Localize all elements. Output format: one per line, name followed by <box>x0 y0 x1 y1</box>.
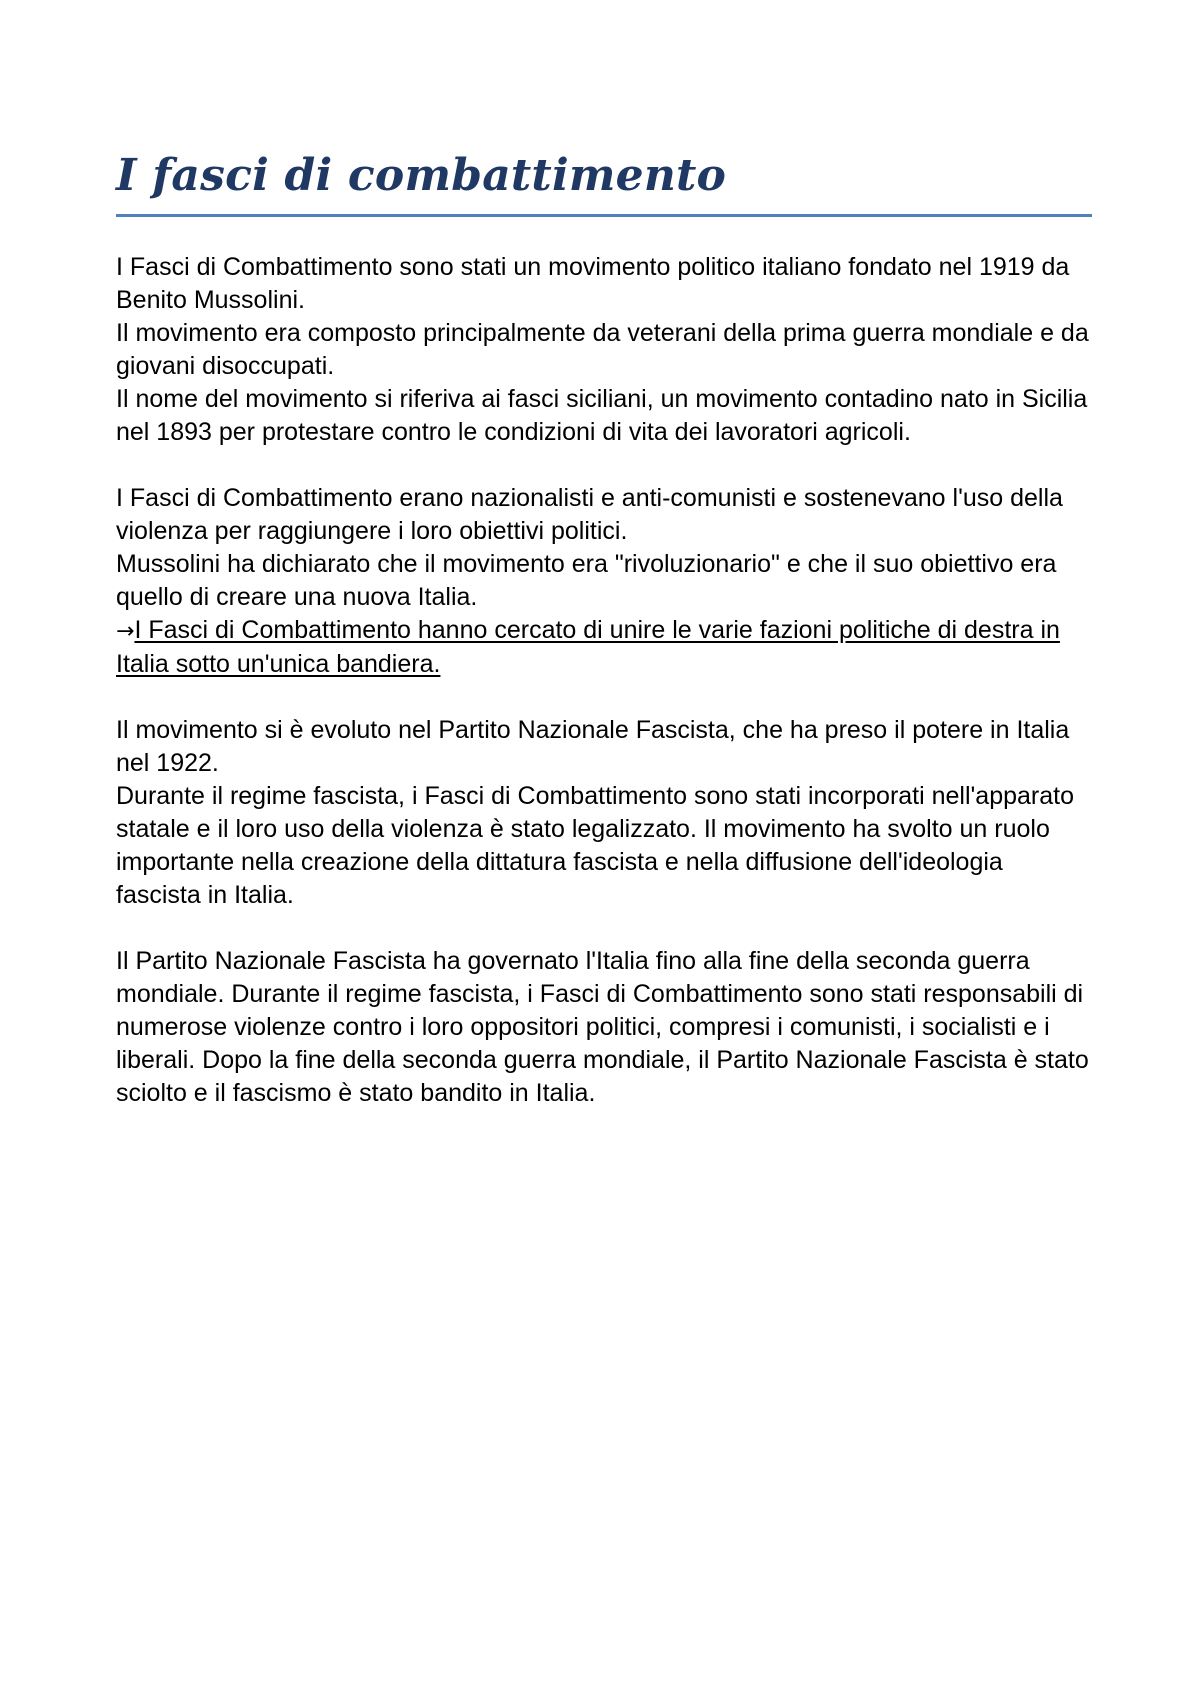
paragraph-unification <box>116 614 1092 681</box>
paragraph-mussolini-claim: Mussolini ha dichiarato che il movimento era "rivoluzionario" e che il suo obiettivo era quello di creare una nuova Italia. <box>116 550 1057 611</box>
title-divider <box>116 214 1092 217</box>
document-page <box>116 148 1092 1110</box>
underlined-statement: I Fasci di Combattimento hanno cercato di unire le varie fazioni politiche di destra in Italia sotto un'unica bandiera. <box>116 616 1060 678</box>
paragraph-evolution: Il movimento si è evoluto nel Partito Nazionale Fascista, che ha preso il potere in Italia nel 1922. <box>116 716 1070 777</box>
paragraph-regime: Durante il regime fascista, i Fasci di Combattimento sono stati incorporati nell'apparato statale e il loro uso della violenza è stato legalizzato. Il movimento ha svolto un ruolo importante nella creazione della dittatura fascista e nella diffusione dell'ideologia fascista in Italia. <box>116 782 1074 909</box>
paragraph-ideology: I Fasci di Combattimento erano nazionalisti e anti-comunisti e sostenevano l'uso della violenza per raggiungere i loro obiettivi politici. <box>116 484 1063 545</box>
document-title: I fasci di combattimento <box>116 150 727 201</box>
paragraph-end-of-regime: Il Partito Nazionale Fascista ha governato l'Italia fino alla fine della seconda guerra mondiale. Durante il regime fascista, i Fasci di Combattimento sono stati responsabili di numerose violenze contro i loro oppositori politici, compresi i comunisti, i socialisti e i liberali. Dopo la fine della seconda guerra mondiale, il Partito Nazionale Fascista è stato sciolto e il fascismo è stato bandito in Italia. <box>116 947 1089 1107</box>
paragraph-composition: Il movimento era composto principalmente da veterani della prima guerra mondiale e da giovani disoccupati. <box>116 319 1089 380</box>
paragraph-spacer <box>116 681 1092 714</box>
paragraph-spacer <box>116 912 1092 945</box>
right-arrow-icon: → <box>116 619 135 644</box>
document-body <box>116 251 1092 1110</box>
paragraph-founding: I Fasci di Combattimento sono stati un movimento politico italiano fondato nel 1919 da Benito Mussolini. <box>116 253 1070 314</box>
paragraph-spacer <box>116 449 1092 482</box>
paragraph-name-origin: Il nome del movimento si riferiva ai fasci siciliani, un movimento contadino nato in Sicilia nel 1893 per protestare contro le condizioni di vita dei lavoratori agricoli. <box>116 385 1088 446</box>
